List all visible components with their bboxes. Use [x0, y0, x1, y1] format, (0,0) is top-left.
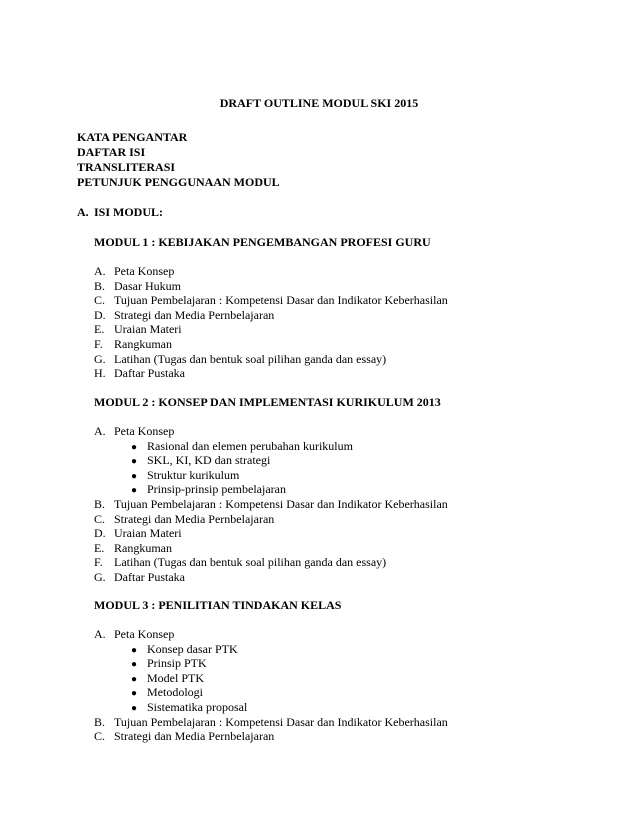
document-title: DRAFT OUTLINE MODUL SKI 2015 [219, 96, 419, 110]
item-text: Strategi dan Media Pernbelajaran [114, 511, 275, 526]
item-letter: A. [94, 627, 106, 641]
list-item [94, 424, 448, 439]
bullet-icon: ● [131, 644, 138, 656]
item-text: Peta Konsep [114, 264, 175, 278]
list-item [94, 627, 448, 642]
list-item [94, 308, 448, 323]
bullet-text: Prinsip-prinsip pembelajaran [147, 482, 286, 497]
item-letter: B. [94, 278, 106, 293]
bullet-icon: ● [131, 702, 138, 714]
item-text: Rangkuman [114, 540, 172, 555]
item-text: Uraian Materi [114, 526, 182, 541]
bullet-text: SKL, KI, KD dan strategi [147, 453, 271, 468]
list-item [94, 526, 448, 541]
bullet-icon: ● [131, 673, 138, 685]
front-matter-item: KATA PENGANTAR [77, 130, 188, 144]
bullet-item [94, 642, 448, 657]
bullet-icon: ● [131, 456, 138, 468]
item-text: Tujuan Pembelajaran : Kompetensi Dasar dan Indikator Keberhasilan [114, 293, 448, 308]
bullet-text: Model PTK [147, 670, 204, 685]
bullet-icon: ● [131, 485, 138, 497]
item-letter: E. [94, 322, 105, 337]
module-items [94, 627, 448, 744]
bullet-item [94, 700, 448, 715]
item-text: Daftar Pustaka [114, 569, 185, 584]
bullet-text: Rasional dan elemen perubahan kurikulum [147, 438, 353, 453]
item-letter: C. [94, 511, 106, 526]
bullet-item [94, 685, 448, 700]
item-text: Peta Konsep [114, 424, 175, 438]
list-item [94, 352, 448, 367]
list-item [94, 541, 448, 556]
bullet-item [94, 482, 448, 497]
item-letter: G. [94, 351, 106, 366]
bullet-item [94, 671, 448, 686]
bullet-text: Struktur kurikulum [147, 467, 240, 482]
front-matter-item: DAFTAR ISI [77, 145, 146, 159]
front-matter-list [77, 130, 280, 190]
bullet-item [94, 453, 448, 468]
section-letter: A. [77, 205, 89, 219]
list-item [94, 570, 448, 585]
module-title: MODUL 2 : KONSEP DAN IMPLEMENTASI KURIKULUM 2013 [94, 395, 441, 409]
module-items [94, 264, 448, 381]
item-letter: C. [94, 293, 106, 308]
list-item [94, 366, 448, 381]
item-letter: C. [94, 729, 106, 744]
item-letter: A. [94, 424, 106, 438]
item-text: Daftar Pustaka [114, 366, 185, 381]
module-3 [94, 598, 448, 744]
item-letter: H. [94, 366, 106, 381]
bullet-text: Prinsip PTK [147, 656, 207, 671]
item-text: Strategi dan Media Pernbelajaran [114, 307, 275, 322]
list-item [94, 497, 448, 512]
bullet-item [94, 656, 448, 671]
bullet-icon: ● [131, 441, 138, 453]
list-item [94, 729, 448, 744]
item-text: Tujuan Pembelajaran : Kompetensi Dasar dan Indikator Keberhasilan [114, 496, 448, 511]
bullet-text: Metodologi [147, 685, 203, 700]
item-text: Peta Konsep [114, 627, 175, 641]
bullet-icon: ● [131, 470, 138, 482]
bullet-text: Konsep dasar PTK [147, 641, 238, 656]
item-text: Latihan (Tugas dan bentuk soal pilihan ganda dan essay) [114, 555, 387, 570]
item-letter: D. [94, 307, 106, 322]
module-title: MODUL 1 : KEBIJAKAN PENGEMBANGAN PROFESI GURU [94, 235, 431, 249]
item-text: Dasar Hukum [114, 278, 181, 293]
bullet-item [94, 468, 448, 483]
section-label: ISI MODUL: [94, 205, 164, 219]
list-item [94, 555, 448, 570]
list-item [94, 293, 448, 308]
list-item [94, 279, 448, 294]
list-item [94, 337, 448, 352]
item-letter: F. [94, 336, 103, 351]
front-matter-item: PETUNJUK PENGGUNAAN MODUL [77, 175, 280, 189]
bullet-icon: ● [131, 688, 138, 700]
front-matter-item: TRANSLITERASI [77, 160, 176, 174]
list-item [94, 322, 448, 337]
list-item [94, 715, 448, 730]
module-1 [94, 235, 448, 381]
item-text: Uraian Materi [114, 322, 182, 337]
item-letter: B. [94, 496, 106, 511]
item-text: Latihan (Tugas dan bentuk soal pilihan ganda dan essay) [114, 351, 387, 366]
bullet-icon: ● [131, 659, 138, 671]
module-title: MODUL 3 : PENILITIAN TINDAKAN KELAS [94, 598, 342, 612]
item-letter: D. [94, 526, 106, 541]
item-letter: F. [94, 555, 103, 570]
item-text: Rangkuman [114, 336, 172, 351]
section-heading [77, 205, 163, 220]
item-letter: E. [94, 540, 105, 555]
item-text: Strategi dan Media Pernbelajaran [114, 729, 275, 744]
list-item [94, 264, 448, 279]
item-letter: G. [94, 569, 106, 584]
item-letter: A. [94, 264, 106, 278]
item-letter: B. [94, 714, 106, 729]
bullet-item [94, 439, 448, 454]
list-item [94, 512, 448, 527]
module-2 [94, 395, 448, 585]
bullet-text: Sistematika proposal [147, 699, 248, 714]
module-items [94, 424, 448, 585]
item-text: Tujuan Pembelajaran : Kompetensi Dasar dan Indikator Keberhasilan [114, 714, 448, 729]
